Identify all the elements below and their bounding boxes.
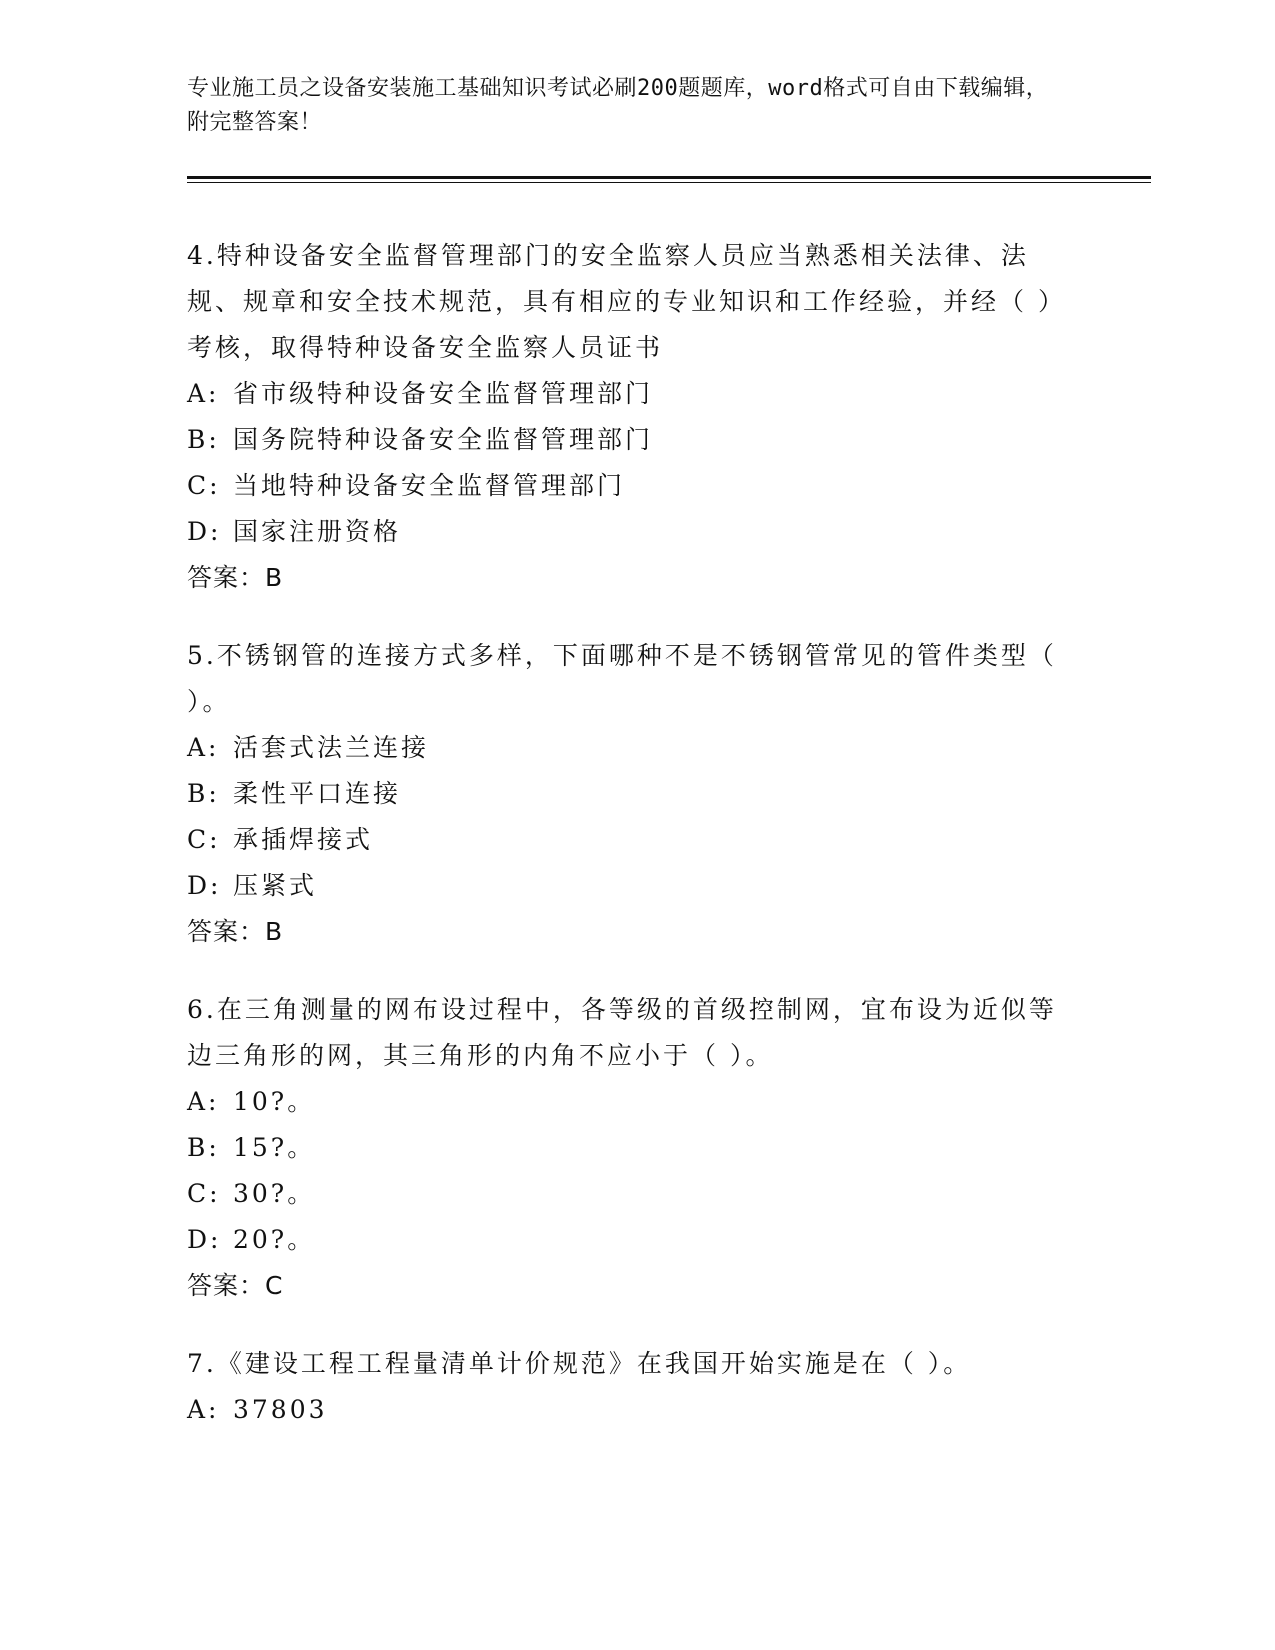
option-a	[187, 1079, 1067, 1125]
option-letter: D:	[187, 517, 222, 546]
option-c	[187, 817, 1067, 863]
option-letter: D:	[187, 1225, 222, 1254]
option-text: 活套式法兰连接	[233, 733, 430, 762]
option-letter: A:	[187, 379, 220, 408]
header-divider-thin	[187, 182, 1151, 183]
option-letter: C:	[187, 825, 221, 854]
option-d	[187, 1217, 1067, 1263]
option-text: 10?。	[233, 1087, 316, 1116]
question-text: 5.不锈钢管的连接方式多样，下面哪种不是不锈钢管常见的管件类型（ ）。	[187, 641, 1057, 716]
option-text: 20?。	[233, 1225, 316, 1254]
option-text: 柔性平口连接	[233, 779, 402, 808]
option-letter: B:	[187, 779, 220, 808]
option-letter: D:	[187, 871, 222, 900]
option-letter: C:	[187, 1179, 221, 1208]
option-d	[187, 509, 1067, 555]
document-header: 专业施工员之设备安装施工基础知识考试必刷200题题库，word格式可自由下载编辑，附完整答案！	[187, 76, 1049, 135]
option-c	[187, 1171, 1067, 1217]
answer-line: 答案：B	[187, 563, 284, 592]
option-b	[187, 771, 1067, 817]
question-5	[187, 633, 1067, 955]
option-b	[187, 417, 1067, 463]
question-7	[187, 1341, 1067, 1433]
header-divider-thick	[187, 176, 1151, 179]
option-letter: A:	[187, 1087, 220, 1116]
question-4	[187, 233, 1067, 601]
option-c	[187, 463, 1067, 509]
option-a	[187, 725, 1067, 771]
option-a	[187, 1387, 1067, 1433]
option-text: 省市级特种设备安全监督管理部门	[233, 379, 654, 408]
option-letter: A:	[187, 1395, 220, 1424]
option-a	[187, 371, 1067, 417]
question-text: 6.在三角测量的网布设过程中，各等级的首级控制网，宜布设为近似等边三角形的网，其三角形的内角不应小于（ ）。	[187, 995, 1057, 1070]
option-text: 承插焊接式	[233, 825, 374, 854]
question-6	[187, 987, 1067, 1309]
option-text: 15?。	[233, 1133, 316, 1162]
question-list	[187, 233, 1067, 1465]
answer-line: 答案：C	[187, 1271, 284, 1300]
answer-line: 答案：B	[187, 917, 284, 946]
option-text: 压紧式	[233, 871, 318, 900]
option-text: 国家注册资格	[233, 517, 402, 546]
option-letter: A:	[187, 733, 220, 762]
question-text: 7.《建设工程工程量清单计价规范》在我国开始实施是在（ ）。	[187, 1349, 972, 1378]
question-text: 4.特种设备安全监督管理部门的安全监察人员应当熟悉相关法律、法规、规章和安全技术规范，具有相应的专业知识和工作经验，并经（ ）考核，取得特种设备安全监察人员证书	[187, 241, 1066, 362]
option-text: 30?。	[233, 1179, 316, 1208]
option-letter: B:	[187, 425, 220, 454]
option-text: 37803	[233, 1395, 328, 1424]
option-letter: B:	[187, 1133, 220, 1162]
option-b	[187, 1125, 1067, 1171]
option-letter: C:	[187, 471, 221, 500]
option-text: 国务院特种设备安全监督管理部门	[233, 425, 654, 454]
option-d	[187, 863, 1067, 909]
option-text: 当地特种设备安全监督管理部门	[233, 471, 626, 500]
